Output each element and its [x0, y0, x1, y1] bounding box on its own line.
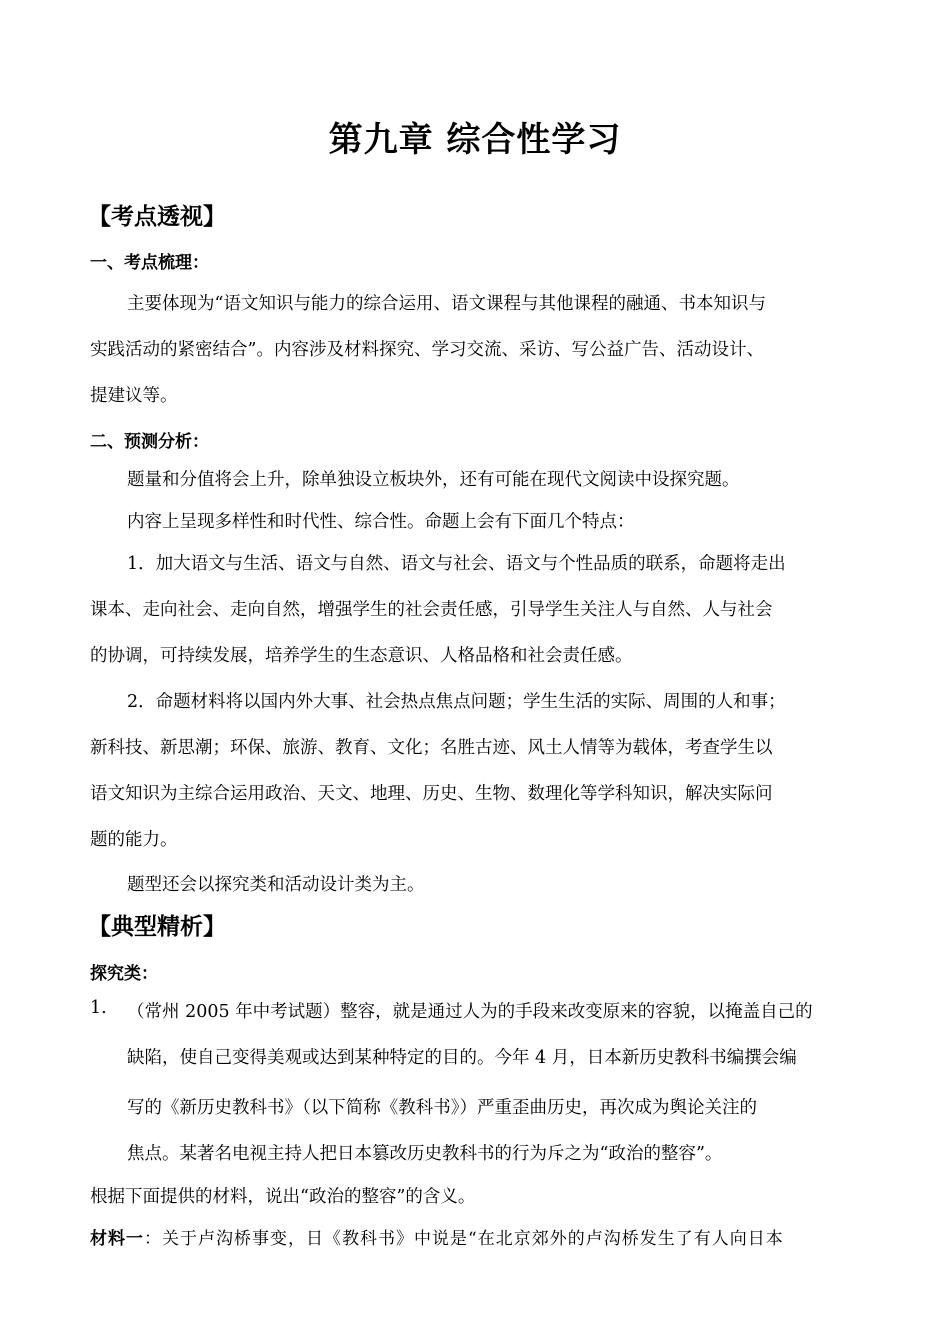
paragraph-line: 2．命题材料将以国内外大事、社会热点焦点问题；学生生活的实际、周围的人和事；: [127, 692, 786, 712]
paragraph-line: 新科技、新思潮；环保、旅游、教育、文化；名胜古迹、风土人情等为载体，考查学生以: [90, 738, 773, 758]
paragraph-line: 题的能力。: [90, 830, 178, 850]
section-heading-typical-analysis: 【典型精析】: [88, 913, 226, 940]
question-line: （常州 2005 年中考试题）整容，就是通过人为的手段来改变原来的容貌，以掩盖自己的: [127, 1002, 813, 1022]
material-one-label: 材料一: [90, 1229, 144, 1249]
subheading-forecast: 二、预测分析：: [90, 432, 209, 452]
material-one-text: ：关于卢沟桥事变，日《教科书》中说是“在北京郊外的卢沟桥发生了有人向日本: [144, 1229, 784, 1249]
question-line: 焦点。某著名电视主持人把日本篡改历史教科书的行为斥之为“政治的整容”。: [127, 1144, 723, 1164]
paragraph-line: 提建议等。: [90, 386, 178, 406]
paragraph-line: 实践活动的紧密结合”。内容涉及材料探究、学习交流、采访、写公益广告、活动设计、: [90, 340, 764, 360]
paragraph-line: 题型还会以探究类和活动设计类为主。: [127, 875, 425, 895]
subheading-inquiry: 探究类：: [90, 964, 158, 984]
paragraph-line: 主要体现为“语文知识与能力的综合运用、语文课程与其他课程的融通、书本知识与: [127, 294, 766, 314]
paragraph-line: 语文知识为主综合运用政治、天文、地理、历史、生物、数理化等学科知识，解决实际问: [90, 784, 773, 804]
question-line: 写的《新历史教科书》（以下简称《教科书》）严重歪曲历史，再次成为舆论关注的: [127, 1098, 757, 1118]
paragraph-line: 题量和分值将会上升，除单独设立板块外，还有可能在现代文阅读中设探究题。: [127, 470, 740, 490]
section-heading-exam-points: 【考点透视】: [88, 203, 226, 230]
paragraph-line: 1．加大语文与生活、语文与自然、语文与社会、语文与个性品质的联系，命题将走出: [127, 554, 786, 574]
material-one: [90, 1224, 784, 1249]
question-prompt: 根据下面提供的材料，说出“政治的整容”的含义。: [90, 1187, 476, 1207]
paragraph-line: 的协调，可持续发展，培养学生的生态意识、人格品格和社会责任感。: [90, 646, 633, 666]
paragraph-line: 课本、走向社会、走向自然，增强学生的社会责任感，引导学生关注人与自然、人与社会: [90, 600, 773, 620]
chapter-title: 第九章 综合性学习: [328, 120, 622, 160]
question-number: 1.: [90, 998, 107, 1018]
question-line: 缺陷，使自己变得美观或达到某种特定的目的。今年 4 月，日本新历史教科书编撰会编: [127, 1048, 797, 1068]
subheading-points-review: 一、考点梳理：: [90, 253, 209, 273]
paragraph-line: 内容上呈现多样性和时代性、综合性。命题上会有下面几个特点：: [127, 512, 635, 532]
